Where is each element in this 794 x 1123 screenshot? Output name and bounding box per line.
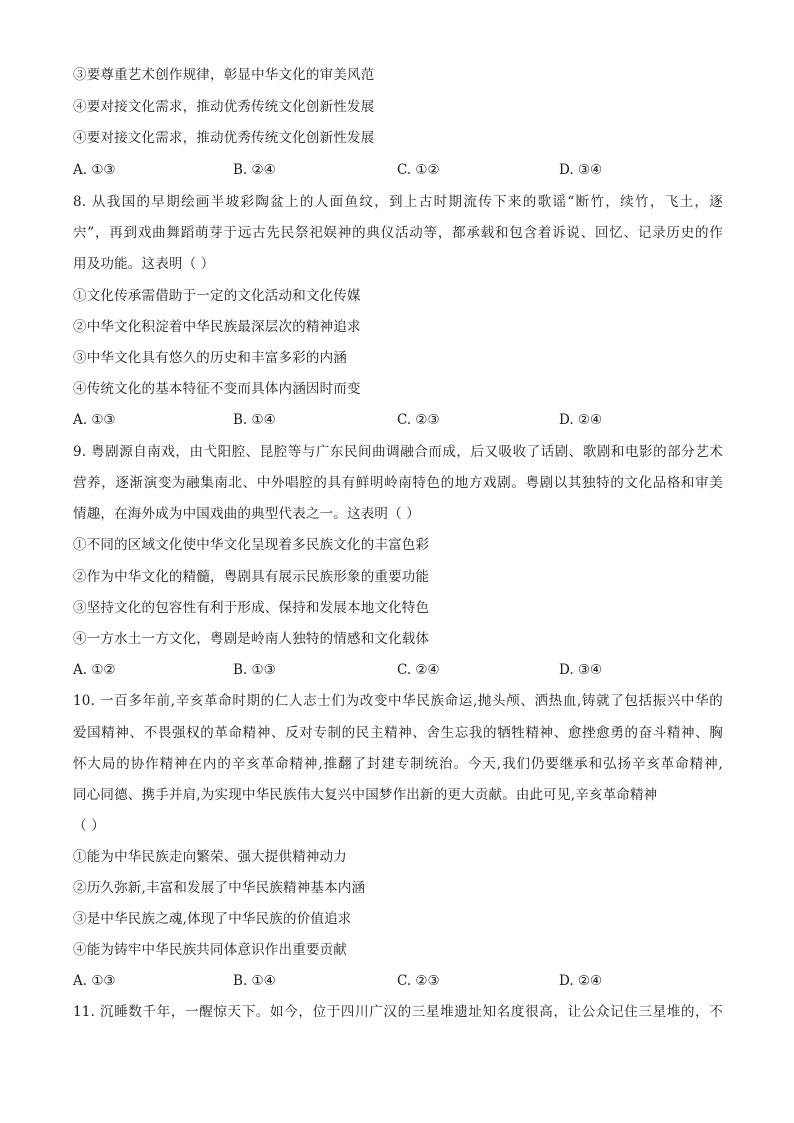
q10-statement-3: ③是中华民族之魂,体现了中华民族的价值追求: [73, 911, 352, 927]
q10-option-d: D. ②④: [559, 973, 603, 989]
q10-stem-line-2: 爱国精神、不畏强权的革命精神、反对专制的民主精神、舍生忘我的牺牲精神、愈挫愈勇的奋斗精神、胸: [73, 725, 723, 741]
q7-option-d: D. ③④: [559, 162, 603, 178]
q8-option-c: C. ②③: [397, 412, 440, 428]
q9-stem-line-2: 营养，逐渐演变为融集南北、中外唱腔的具有鲜明岭南特色的地方戏剧。粤剧以其独特的文化品格和审美: [73, 475, 723, 491]
q8-options: [73, 411, 723, 429]
q8-stem-line-2: 宍”，再到戏曲舞蹈萌芽于远古先民祭祀娱神的典仪活动等，都承载和包含着诉说、回忆、记录历史的作: [73, 225, 723, 241]
q8-stem-line-1: 8. 从我国的早期绘画半坡彩陶盆上的人面鱼纹，到上古时期流传下来的歌谣“断竹，续竹，飞土，逐: [73, 194, 723, 210]
q9-option-c: C. ②④: [397, 662, 440, 678]
q9-stem-line-1: 9. 粤剧源自南戏，由弋阳腔、昆腔等与广东民间曲调融合而成，后又吸收了话剧、歌剧和电影的部分艺术: [73, 444, 723, 460]
q9-option-b: B. ①③: [233, 662, 276, 678]
q8-statement-4: ④传统文化的基本特征不变而具体内涵因时而变: [73, 381, 361, 397]
q8-statement-2: ②中华文化积淀着中华民族最深层次的精神追求: [73, 319, 361, 335]
q7-statement-3: ④要对接文化需求，推动优秀传统文化创新性发展: [73, 99, 375, 115]
q8-stem-line-3: 用及功能。这表明（ ）: [73, 256, 215, 272]
q8-option-b: B. ①④: [233, 412, 276, 428]
q9-statement-3: ③坚持文化的包容性有利于形成、保持和发展本地文化特色: [73, 600, 430, 616]
q8-statement-3: ③中华文化具有悠久的历史和丰富多彩的内涵: [73, 350, 347, 366]
q9-options: [73, 661, 723, 679]
q10-stem-line-4: 同心同德、携手并肩,为实现中华民族伟大复兴中国梦作出新的更大贡献。由此可见,辛亥革命精神: [73, 787, 658, 803]
q10-option-b: B. ①④: [233, 973, 276, 989]
q10-option-c: C. ②③: [397, 973, 440, 989]
q10-stem-line-1: 10. 一百多年前,辛亥革命时期的仁人志士们为改变中华民族命运,抛头颅、洒热血,铸就了包括振兴中华的: [73, 693, 723, 709]
q10-statement-1: ①能为中华民族走向繁荣、强大提供精神动力: [73, 849, 347, 865]
q7-statement-4: ④要对接文化需求，推动优秀传统文化创新性发展: [73, 130, 375, 146]
q8-option-d: D. ②④: [559, 412, 603, 428]
q9-option-a: A. ①②: [73, 662, 116, 678]
q9-statement-4: ④一方水土一方文化，粤剧是岭南人独特的情感和文化载体: [73, 631, 430, 647]
q7-statement-2: ③要尊重艺术创作规律，彰显中华文化的审美风范: [73, 67, 375, 83]
q7-option-b: B. ②④: [233, 162, 276, 178]
q10-statement-4: ④能为铸牢中华民族共同体意识作出重要贡献: [73, 942, 347, 958]
q9-statement-2: ②作为中华文化的精髓，粤剧具有展示民族形象的重要功能: [73, 569, 430, 585]
q9-option-d: D. ③④: [559, 662, 603, 678]
q8-statement-1: ①文化传承需借助于一定的文化活动和文化传媒: [73, 288, 361, 304]
q9-stem-line-3: 情趣，在海外成为中国戏曲的典型代表之一。这表明（ ）: [73, 506, 420, 522]
q7-options: [73, 161, 723, 179]
q7-option-c: C. ①②: [397, 162, 440, 178]
q10-options: [73, 972, 723, 990]
q9-statement-1: ①不同的区域文化使中华文化呈现着多民族文化的丰富色彩: [73, 537, 430, 553]
q10-stem-line-5: （ ）: [73, 818, 105, 834]
q11-stem-line-1: 11. 沉睡数千年，一醒惊天下。如今，位于四川广汉的三星堆遗址知名度很高，让公众记住三星堆的，不: [73, 1004, 723, 1020]
q7-option-a: A. ①③: [73, 162, 116, 178]
q10-option-a: A. ①③: [73, 973, 116, 989]
q10-statement-2: ②历久弥新,丰富和发展了中华民族精神基本内涵: [73, 880, 366, 896]
q10-stem-line-3: 怀大局的协作精神在内的辛亥革命精神,推翻了封建专制统治。今天,我们仍要继承和弘扬辛亥革命精神,: [73, 756, 723, 772]
q8-option-a: A. ①③: [73, 412, 116, 428]
